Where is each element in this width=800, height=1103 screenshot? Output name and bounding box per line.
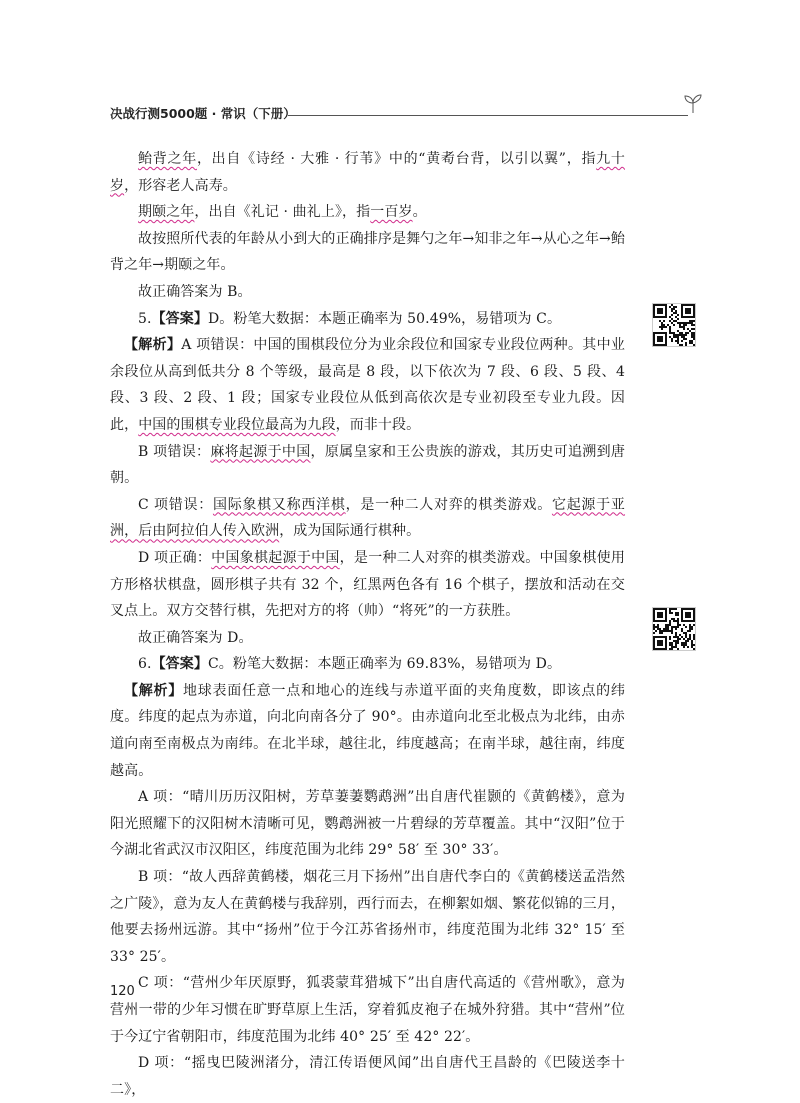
qr-code-q6[interactable] <box>652 607 696 651</box>
text-run: ，出自《诗经 · 大雅 · 行苇》中的“黄耇台背，以引以翼”，指 <box>196 151 597 167</box>
text-run: 故正确答案为 B。 <box>138 283 252 300</box>
paragraph-p16 <box>110 1050 625 1103</box>
underlined-phrase: 麻将起源于中国 <box>210 443 311 460</box>
label-tag: 【答案】 <box>151 656 208 673</box>
text-run: ，原属皇家和王公贵族的游戏，其历史可追溯到唐朝。 <box>110 443 626 487</box>
body-text <box>110 146 625 1103</box>
header-rule <box>288 115 688 116</box>
text-run: ，是一种二人对弈的棋类游戏。中国象棋使用方形格状棋盘，圆形棋子共有 32 个，红黑两色各有 16 个棋子，摆放和活动在交叉点上。双方交替行棋，先把对方的将（帅）“将死”的一方获胜。 <box>110 549 626 620</box>
paragraph-p12 <box>110 678 625 784</box>
text-run: C。粉笔大数据：本题正确率为 69.83%，易错项为 D。 <box>207 656 562 673</box>
paragraph-p14 <box>110 864 625 970</box>
text-run: C 项错误： <box>138 496 213 513</box>
text-run: 地球表面任意一点和地心的连线与赤道平面的夹角度数，即该点的纬度。纬度的起点为赤道，向北向南各分了 90°。由赤道向北至北极点为北纬，由赤道向南至南极点为南纬。在北半球，越往北，纬度越高；在南半球，越往南，纬度越高。 <box>110 682 626 779</box>
paragraph-p11 <box>110 651 625 678</box>
paragraph-p4 <box>110 279 625 306</box>
text-run: ，成为国际通行棋种。 <box>279 523 421 540</box>
text-run: 6. <box>138 656 152 673</box>
paragraph-p3 <box>110 226 625 279</box>
text-run: ，形容老人高寿。 <box>124 177 237 194</box>
underlined-phrase: 鲐背之年 <box>138 151 197 167</box>
label-tag: 【解析】 <box>124 682 184 699</box>
text-run: ，出自《礼记 · 曲礼上》，指 <box>194 204 371 221</box>
text-run: ，而非十段。 <box>335 416 421 433</box>
paragraph-p6 <box>110 332 625 438</box>
running-header <box>110 104 700 126</box>
text-run: 故正确答案为 D。 <box>138 629 253 646</box>
text-run: D 项：“摇曳巴陵洲渚分，清江传语便风闻”出自唐代王昌龄的《巴陵送李十二》， <box>110 1055 625 1098</box>
sprout-leaf-icon <box>682 94 704 114</box>
paragraph-p5 <box>110 306 625 333</box>
paragraph-p2 <box>110 199 625 226</box>
text-run: A 项错误：中国的围棋段位分为业余段位和国家专业段位两种。其中业余段位从高到低共分 8 个等级，最高是 8 段，以下依次为 7 段、6 段、5 段、4 段、3 段、2 段、1 段；国家专业段位从低到高依次是专业初段至专业九段。因此， <box>110 337 625 433</box>
underlined-phrase: 它起源于亚洲，后由阿拉伯人传入欧洲 <box>110 496 626 540</box>
text-run: B 项错误： <box>138 443 211 460</box>
paragraph-p13 <box>110 784 625 864</box>
label-tag: 【答案】 <box>151 310 208 327</box>
paragraph-p7 <box>110 439 625 492</box>
underlined-phrase: 国际象棋又称西洋棋 <box>212 496 346 513</box>
qr-code-q5[interactable] <box>652 303 696 347</box>
paragraph-p10 <box>110 625 625 652</box>
page-number: 120 <box>110 984 135 999</box>
label-tag: 【解析】 <box>124 337 182 354</box>
text-run: D。粉笔大数据：本题正确率为 50.49%，易错项为 C。 <box>207 310 562 327</box>
underlined-phrase: 中国象棋起源于中国 <box>211 549 340 566</box>
book-title: 决战行测5000题 · 常识（下册） <box>110 106 296 121</box>
text-run: A 项：“晴川历历汉阳树，芳草萋萋鹦鹉洲”出自唐代崔颢的《黄鹤楼》，意为阳光照耀下的汉阳树木清晰可见，鹦鹉洲被一片碧绿的芳草覆盖。其中“汉阳”位于今湖北省武汉市汉阳区，纬度范围为北纬 29° 58′ 至 30° 33′。 <box>110 789 625 859</box>
text-run: C 项：“营州少年厌原野，狐裘蒙茸猎城下”出自唐代高适的《营州歌》，意为营州一带的少年习惯在旷野草原上生活，穿着狐皮袍子在城外狩猎。其中“营州”位于今辽宁省朝阳市，纬度范围为北纬 40° 25′ 至 42° 22′。 <box>110 975 625 1045</box>
paragraph-p15 <box>110 970 625 1050</box>
underlined-phrase: 期颐之年 <box>138 204 195 221</box>
text-run: ，是一种二人对弈的棋类游戏。 <box>345 496 552 513</box>
underlined-phrase: 中国的围棋专业段位最高为九段 <box>138 416 336 433</box>
text-run: 。 <box>412 204 427 221</box>
paragraph-p8 <box>110 492 625 545</box>
text-run: 5. <box>138 310 152 327</box>
underlined-phrase: 一百岁 <box>370 204 413 221</box>
text-run: 故按照所代表的年龄从小到大的正确排序是舞勺之年→知非之年→从心之年→鲐背之年→期颐之年。 <box>110 230 625 274</box>
paragraph-p1 <box>110 146 625 199</box>
text-run: B 项：“故人西辞黄鹤楼，烟花三月下扬州”出自唐代李白的《黄鹤楼送孟浩然之广陵》，意为友人在黄鹤楼与我辞别，西行而去，在柳絮如烟、繁花似锦的三月，他要去扬州远游。其中“扬州”位于今江苏省扬州市，纬度范围为北纬 32° 15′ 至 33° 25′。 <box>110 869 625 965</box>
text-run: D 项正确： <box>138 549 212 566</box>
paragraph-p9 <box>110 545 625 625</box>
underlined-phrase: 九十岁 <box>110 151 625 194</box>
